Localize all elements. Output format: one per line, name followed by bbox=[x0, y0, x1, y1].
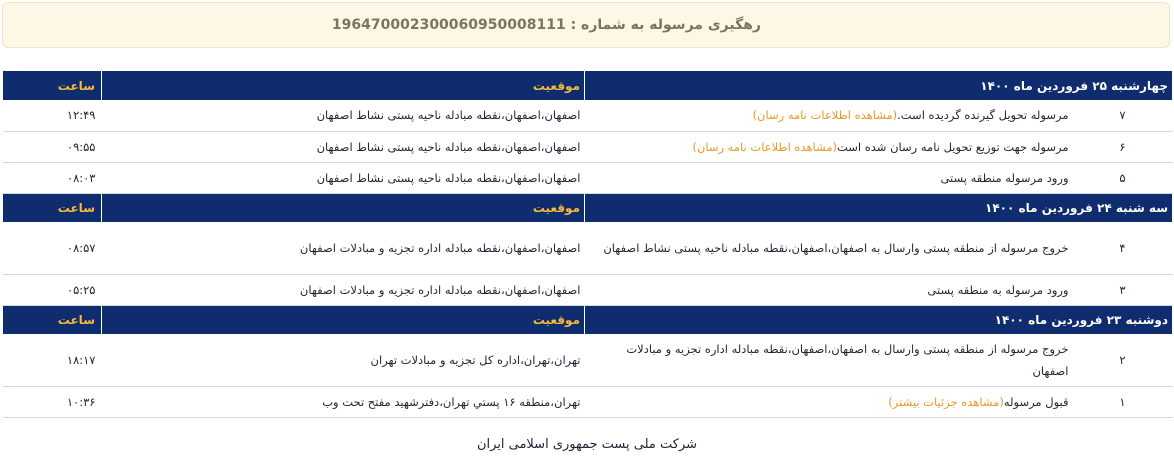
location-header: موقعیت bbox=[102, 71, 585, 100]
row-location: اصفهان،اصفهان،نقطه مبادله ناحیه پستی نشاط اصفهان bbox=[102, 162, 585, 193]
row-time: ۱۰:۳۶ bbox=[3, 386, 102, 417]
more-details-link[interactable]: (مشاهده جزئیات بیشتر) bbox=[888, 394, 1004, 409]
row-time: ۱۲:۴۹ bbox=[3, 100, 102, 131]
row-time: ۰۸:۰۳ bbox=[3, 162, 102, 193]
row-index: ۶ bbox=[1073, 131, 1173, 162]
row-location: اصفهان،اصفهان،نقطه مبادله اداره تجزیه و مبادلات اصفهان bbox=[102, 222, 585, 274]
row-location: تهران،منطقه ۱۶ پستي تهران،دفترشهید مفتح تحت وب bbox=[102, 386, 585, 417]
event-text: قبول مرسوله bbox=[1003, 394, 1069, 409]
row-index: ۴ bbox=[1073, 222, 1173, 274]
date-header-row bbox=[3, 305, 1173, 334]
date-header-row bbox=[3, 193, 1173, 222]
row-time: ۰۹:۵۵ bbox=[3, 131, 102, 162]
footer-company-name: شرکت ملی پست جمهوری اسلامی ایران bbox=[476, 437, 698, 452]
time-header: ساعت bbox=[3, 305, 102, 334]
row-description bbox=[585, 334, 1073, 386]
row-description bbox=[585, 222, 1073, 274]
row-description bbox=[585, 386, 1073, 417]
event-text: ورود مرسوله منطقه پستی bbox=[940, 170, 1069, 185]
row-index: ۲ bbox=[1073, 334, 1173, 386]
table-row bbox=[3, 386, 1173, 417]
table-row bbox=[3, 100, 1173, 131]
event-text: خروج مرسوله از منطقه پستی وارسال به اصفهان،اصفهان،نقطه مبادله ناحیه پستی نشاط اصفهان bbox=[603, 240, 1069, 255]
tracking-table bbox=[2, 71, 1173, 418]
row-location: تهران،تهران،اداره کل تجزیه و مبادلات تهران bbox=[102, 334, 585, 386]
time-header: ساعت bbox=[3, 193, 102, 222]
row-location: اصفهان،اصفهان،نقطه مبادله اداره تجزیه و مبادلات اصفهان bbox=[102, 274, 585, 305]
tracking-title: رهگیری مرسوله به شماره : 196470002300060950008111 bbox=[331, 17, 761, 33]
table-row bbox=[3, 162, 1173, 193]
event-text: مرسوله تحویل گیرنده گردیده است. bbox=[897, 108, 1069, 123]
date-header: دوشنبه ۲۳ فروردین ماه ۱۴۰۰ bbox=[585, 305, 1173, 334]
row-location: اصفهان،اصفهان،نقطه مبادله ناحیه پستی نشاط اصفهان bbox=[102, 131, 585, 162]
tracking-banner bbox=[2, 2, 1170, 48]
row-time: ۰۸:۵۷ bbox=[3, 222, 102, 274]
time-header: ساعت bbox=[3, 71, 102, 100]
location-header: موقعیت bbox=[102, 193, 585, 222]
date-header: سه شنبه ۲۴ فروردین ماه ۱۴۰۰ bbox=[585, 193, 1173, 222]
table-row bbox=[3, 274, 1173, 305]
date-header: چهارشنبه ۲۵ فروردین ماه ۱۴۰۰ bbox=[585, 71, 1173, 100]
date-header-row bbox=[3, 71, 1173, 100]
row-description bbox=[585, 131, 1073, 162]
row-time: ۰۵:۲۵ bbox=[3, 274, 102, 305]
row-description bbox=[585, 162, 1073, 193]
row-location: اصفهان،اصفهان،نقطه مبادله ناحیه پستی نشاط اصفهان bbox=[102, 100, 585, 131]
courier-info-link[interactable]: (مشاهده اطلاعات نامه رسان) bbox=[752, 108, 898, 123]
table-row bbox=[3, 222, 1173, 274]
row-time: ۱۸:۱۷ bbox=[3, 334, 102, 386]
event-text: خروج مرسوله از منطقه پستی وارسال به اصفهان،اصفهان،نقطه مبادله اداره تجزیه و مبادلات اصفهان bbox=[626, 341, 1069, 378]
row-description bbox=[585, 274, 1073, 305]
event-text: مرسوله جهت توزیع تحویل نامه رسان شده است bbox=[836, 139, 1069, 154]
row-index: ۷ bbox=[1073, 100, 1173, 131]
row-index: ۳ bbox=[1073, 274, 1173, 305]
table-row bbox=[3, 334, 1173, 386]
table-row bbox=[3, 131, 1173, 162]
row-index: ۱ bbox=[1073, 386, 1173, 417]
row-index: ۵ bbox=[1073, 162, 1173, 193]
courier-info-link[interactable]: (مشاهده اطلاعات نامه رسان) bbox=[692, 139, 837, 154]
event-text: ورود مرسوله به منطقه پستی bbox=[927, 282, 1069, 297]
location-header: موقعیت bbox=[102, 305, 585, 334]
row-description bbox=[585, 100, 1073, 131]
